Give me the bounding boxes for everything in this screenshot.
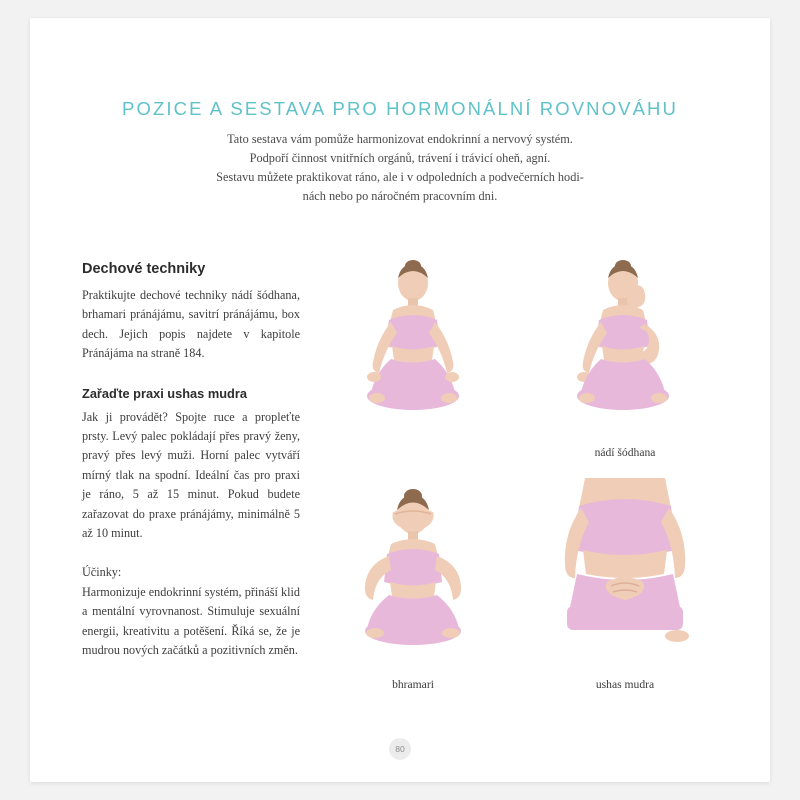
figure-cell-4: [527, 478, 723, 691]
document-page: [30, 18, 770, 782]
figure-caption-2: nádí šódhana: [594, 446, 656, 459]
figure-caption-4: ushas mudra: [595, 678, 655, 691]
figure-image-3: [315, 478, 511, 668]
figure-cell-2: [527, 246, 723, 459]
intro-line-4: nách nebo po náročném pracovním dni.: [302, 189, 498, 203]
page-number: 80: [389, 738, 411, 760]
seated-alternate-nostril-breathing-icon: [527, 246, 723, 436]
heading-breath-techniques: Dechové techniky: [82, 261, 206, 277]
seated-hands-covering-face-bhramari-icon: [315, 478, 511, 668]
intro-line-1: Tato sestava vám pomůže harmonizovat endokrinní a nervový systém.: [227, 132, 573, 146]
intro-line-2: Podpoří činnost vnitřních orgánů, trávení i trávicí oheň, agní.: [249, 151, 551, 165]
figure-image-2: [527, 246, 723, 436]
paragraph-effects: Harmonizuje endokrinní systém, přináší klid a mentální vyrovnanost. Stimuluje sexuální energii, kreativitu a potěšení. Říká se, že je mudrou nových začátků a pozitivních změn.: [82, 584, 300, 658]
page-title: POZICE A SESTAVA PRO HORMONÁLNÍ ROVNOVÁHU: [122, 98, 678, 120]
intro-line-3: Sestavu můžete praktikovat ráno, ale i v odpoledních a podvečerních hodi-: [216, 170, 584, 184]
paragraph-ushas-mudra: Jak ji provádět? Spojte ruce a propleťte prsty. Levý palec pokládají přes pravý ženy, pravý přes levý muži. Horní palec vytváří mírný tlak na spodní. Ideální čas pro praxi je ráno, 5 až 15 minut. Pokud budete zařazovat do praxe pránájámy, minimálně 5 až 10 minut.: [82, 409, 300, 541]
paragraph-breath-techniques: Praktikujte dechové techniky nádí šódhana, brhamari pránájámu, savitrí pránájámu, box dech. Jejich popis najdete v kapitole Pránájáma na straně 184.: [82, 288, 300, 361]
figure-image-1: [315, 246, 511, 436]
figure-cell-1: [315, 246, 511, 446]
intro-paragraph: [170, 130, 630, 206]
figure-image-4: [527, 478, 723, 668]
heading-effects: Účinky:: [82, 565, 122, 580]
seated-hands-interlaced-ushas-mudra-icon: [527, 478, 723, 668]
figure-caption-3: bhramari: [392, 678, 434, 691]
seated-meditation-pose-hands-on-knees-icon: [315, 246, 511, 436]
figure-cell-3: [315, 478, 511, 691]
left-text-column: [82, 261, 300, 661]
heading-ushas-mudra: Zařaďte praxi ushas mudra: [82, 385, 247, 401]
page-number-container: [30, 738, 770, 760]
